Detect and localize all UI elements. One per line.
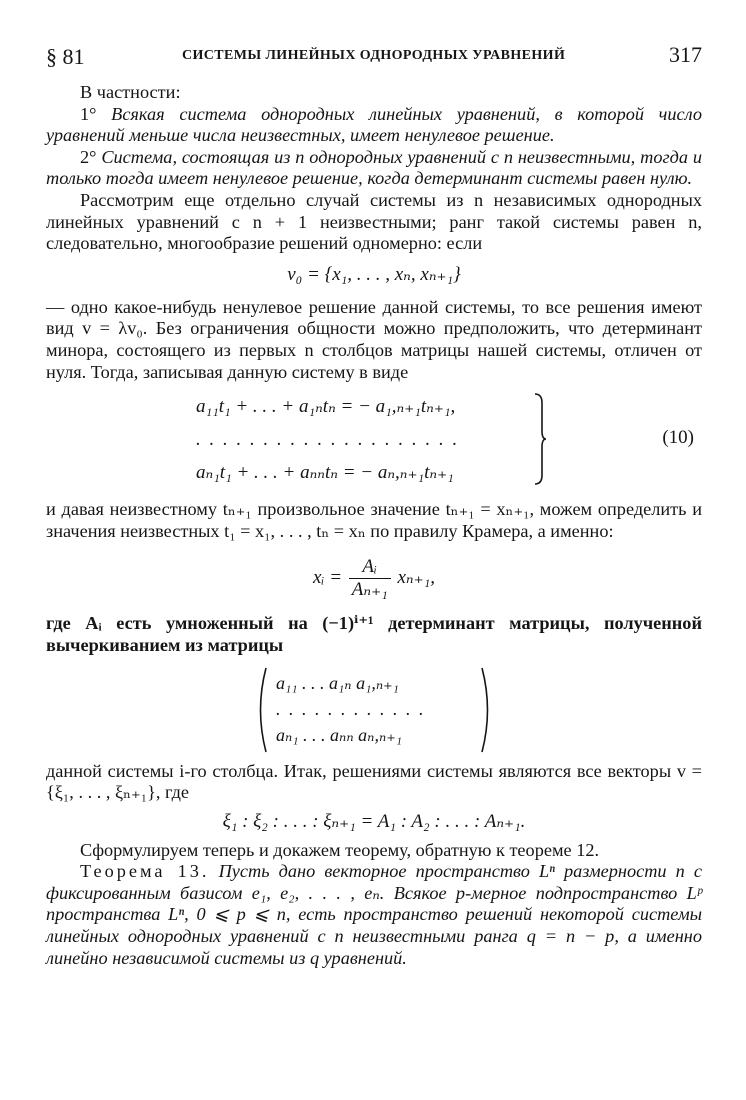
cramer-numerator: Aᵢ <box>349 556 391 579</box>
fact-1 <box>46 104 702 147</box>
paragraph-3: и давая неизвестному tₙ₊₁ произвольное значение tₙ₊₁ = xₙ₊₁, можем определить и значения неизвестных t₁ = x₁, . . . , tₙ = xₙ по правилу Крамера, а именно: <box>46 499 702 541</box>
fact-1-text: Всякая система однородных линейных уравнений, в которой число уравнений меньше числа неизвестных, имеет ненулевое решение. <box>46 103 702 146</box>
paragraph-6: Сформулируем теперь и докажем теорему, обратную к теореме 12. <box>80 839 600 860</box>
matrix-row-1: a₁₁ . . . a₁ₙ a₁,ₙ₊₁ <box>276 672 399 693</box>
coefficient-matrix <box>254 667 494 753</box>
paragraph-5: данной системы i-го столбца. Итак, решениями системы являются все векторы v = {ξ₁, . . . , ξₙ₊₁}, где <box>46 760 702 803</box>
fact-2 <box>46 147 702 190</box>
section-number: § 81 <box>46 44 85 69</box>
intro-text: В частности: <box>80 82 181 102</box>
book-page <box>46 38 702 969</box>
cramer-rhs: xₙ₊₁, <box>397 567 435 589</box>
equation-system-10 <box>46 389 702 493</box>
paragraph-4: где Aᵢ есть умноженный на (−1)ⁱ⁺¹ детерминант матрицы, полученной вычеркиванием из матрицы <box>46 613 702 655</box>
equation-number: (10) <box>662 427 694 449</box>
formula-ratio: ξ₁ : ξ₂ : . . . : ξₙ₊₁ = A₁ : A₂ : . . . : Aₙ₊₁. <box>222 810 526 832</box>
theorem-13 <box>46 861 702 969</box>
paragraph-1: Рассмотрим еще отдельно случай системы из n независимых однородных линейных уравнений с n + 1 неизвестными; ранг такой системы равен n, следовательно, многообразие решений одномерно: если <box>46 189 702 254</box>
formula-v0: v₀ = {x₁, . . . , xₙ, xₙ₊₁} <box>287 263 461 285</box>
theorem-text: Пусть дано векторное пространство Lⁿ размерности n с фиксированным базисом e₁, e₂, . . . , eₙ. Всякое p-мерное подпространство Lᵖ пространства Lⁿ, 0 ⩽ p ⩽ n, есть пространство решений некоторой системы линейных однородных уравнений с n неизвестными ранга q = n − p, а именно линейно независимой системы из q уравнений. <box>46 861 702 968</box>
cramer-formula <box>46 556 702 601</box>
system-line-1: a₁₁t₁ + . . . + a₁ₙtₙ = − a₁,ₙ₊₁tₙ₊₁, <box>196 396 456 418</box>
theorem-heading: Теорема 13. <box>80 861 210 882</box>
right-paren-icon <box>480 667 494 753</box>
running-title: СИСТЕМЫ ЛИНЕЙНЫХ ОДНОРОДНЫХ УРАВНЕНИЙ <box>182 48 566 63</box>
cramer-fraction <box>349 556 391 601</box>
system-dots: . . . . . . . . . . . . . . . . . . . . <box>196 429 460 451</box>
fact-2-text: Система, состоящая из n однородных уравнений с n неизвестными, тогда и только тогда имеет ненулевое решение, когда детерминант системы равен нулю. <box>46 146 702 189</box>
paragraph-2: — одно какое-нибудь ненулевое решение данной системы, то все решения имеют вид v = λv₀. Без ограничения общности можно предположить, что детерминант минора, состоящего из первых n столбцов матрицы нашей системы, отличен от нуля. Тогда, записывая данную систему в виде <box>46 296 702 382</box>
running-header <box>46 38 702 78</box>
fact-2-label: 2° <box>80 146 97 167</box>
right-brace-icon <box>534 393 546 485</box>
matrix-row-2: aₙ₁ . . . aₙₙ aₙ,ₙ₊₁ <box>276 724 402 745</box>
cramer-lhs: xᵢ = <box>313 567 343 589</box>
matrix-dots: . . . . . . . . . . . . <box>276 698 426 719</box>
left-paren-icon <box>254 667 268 753</box>
page-number: 317 <box>669 42 702 67</box>
cramer-denominator: Aₙ₊₁ <box>351 579 388 601</box>
system-line-2: aₙ₁t₁ + . . . + aₙₙtₙ = − aₙ,ₙ₊₁tₙ₊₁ <box>196 462 454 484</box>
fact-1-label: 1° <box>80 103 97 124</box>
